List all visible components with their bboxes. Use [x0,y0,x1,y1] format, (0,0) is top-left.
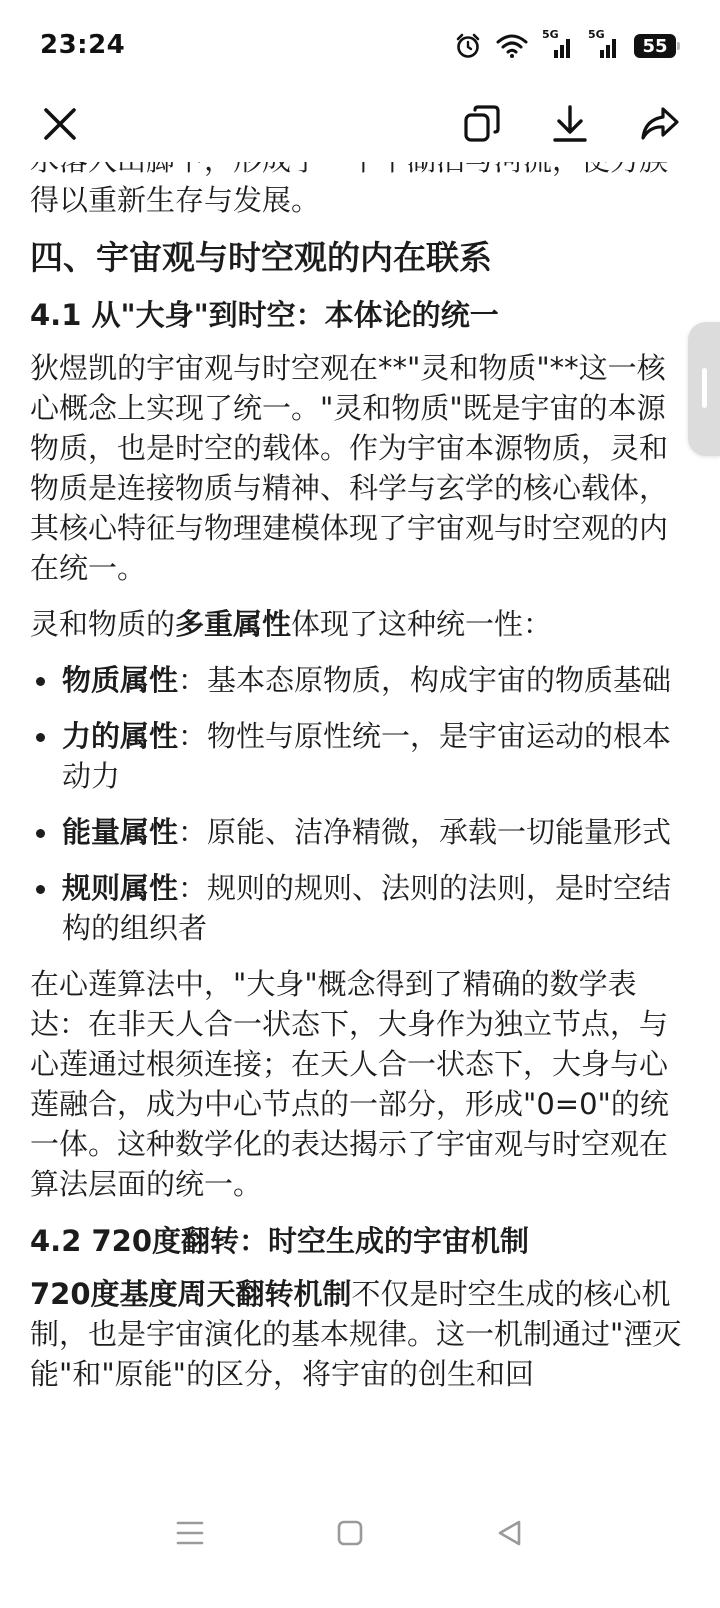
download-icon [550,104,590,144]
recent-apps-button[interactable] [162,1508,218,1558]
attribute-term: 物质属性 [62,663,179,697]
handle-grip [702,368,707,408]
close-button[interactable] [34,98,86,150]
menu-icon [175,1520,205,1546]
paragraph-mechanism [30,1274,690,1394]
paragraph-fragment: 得以重新生存与发展。 [30,183,321,217]
section-heading: 四、宇宙观与时空观的内在联系 [30,238,492,277]
text-bold: 720度基度周天翻转机制 [30,1277,352,1311]
close-icon [42,106,78,142]
paragraph-unity: 狄煜凯的宇宙观与时空观在**"灵和物质"**这一核心概念上实现了统一。"灵和物质"既是宇宙的本源物质，也是时空的载体。作为宇宙本源物质，灵和物质是连接物质与精神、科学与玄学的核心载体，其核心特征与物理建模体现了宇宙观与时空观的内在统一。 [30,351,669,585]
download-button[interactable] [544,98,596,150]
attribute-term: 力的属性 [62,719,179,753]
alarm-icon [454,32,482,60]
attribute-desc: ：原能、洁净精微，承载一切能量形式 [178,815,672,849]
attribute-desc: ：物性与原性统一，是宇宙运动的根本动力 [62,719,672,793]
attribute-term: 规则属性 [62,871,179,905]
attribute-desc: ：基本态原物质，构成宇宙的物质基础 [178,663,672,697]
text-bold: 多重属性 [175,607,292,641]
status-time: 23:24 [40,30,126,60]
system-navigation-bar [0,1488,720,1608]
text: 灵和物质的 [30,607,176,641]
list-item [30,868,690,948]
document-body [30,140,690,1410]
attribute-desc: ：规则的规则、法则的法则，是时空结构的组织者 [62,871,672,945]
back-button[interactable] [482,1508,538,1558]
share-button[interactable] [634,98,686,150]
paragraph-algorithm: 在心莲算法中，"大身"概念得到了精确的数学表达：在非天人合一状态下，大身作为独立节点，与心莲通过根须连接；在天人合一状态下，大身与心莲融合，成为中心节点的一部分，形成"0=0"的统一体。这种数学化的表达揭示了宇宙观与时空观在算法层面的统一。 [30,967,669,1201]
battery-icon: 55 [634,34,676,58]
signal-strength-icon [588,28,620,60]
home-button[interactable] [322,1508,378,1558]
list-item [30,812,690,852]
status-icons [454,30,676,62]
list-item [30,660,690,700]
paragraph-attributes-intro [30,604,690,644]
share-icon [639,104,681,144]
signal-strength-icon [542,28,574,60]
home-icon [336,1519,364,1547]
status-bar [0,0,720,92]
subsection-heading-4-2: 4.2 720度翻转：时空生成的宇宙机制 [30,1224,530,1258]
copy-button[interactable] [456,98,508,150]
attribute-list [30,660,690,948]
network-type-label: 5G [542,28,559,41]
top-toolbar [0,92,720,162]
wifi-icon [496,33,528,59]
list-item [30,716,690,796]
attribute-term: 能量属性 [62,815,179,849]
text: 体现了这种统一性： [291,607,553,641]
back-icon [496,1519,524,1547]
network-type-label: 5G [588,28,605,41]
side-drawer-handle[interactable] [688,322,720,456]
subsection-heading-4-1: 4.1 从"大身"到时空：本体论的统一 [30,298,499,332]
copy-icon [462,104,502,144]
text: 不仅是时空生成的核心机制，也是宇宙演化的基本规律。这一机制通过"湮灭能"和"原能"的区分，将宇宙的创生和回 [30,1277,682,1391]
